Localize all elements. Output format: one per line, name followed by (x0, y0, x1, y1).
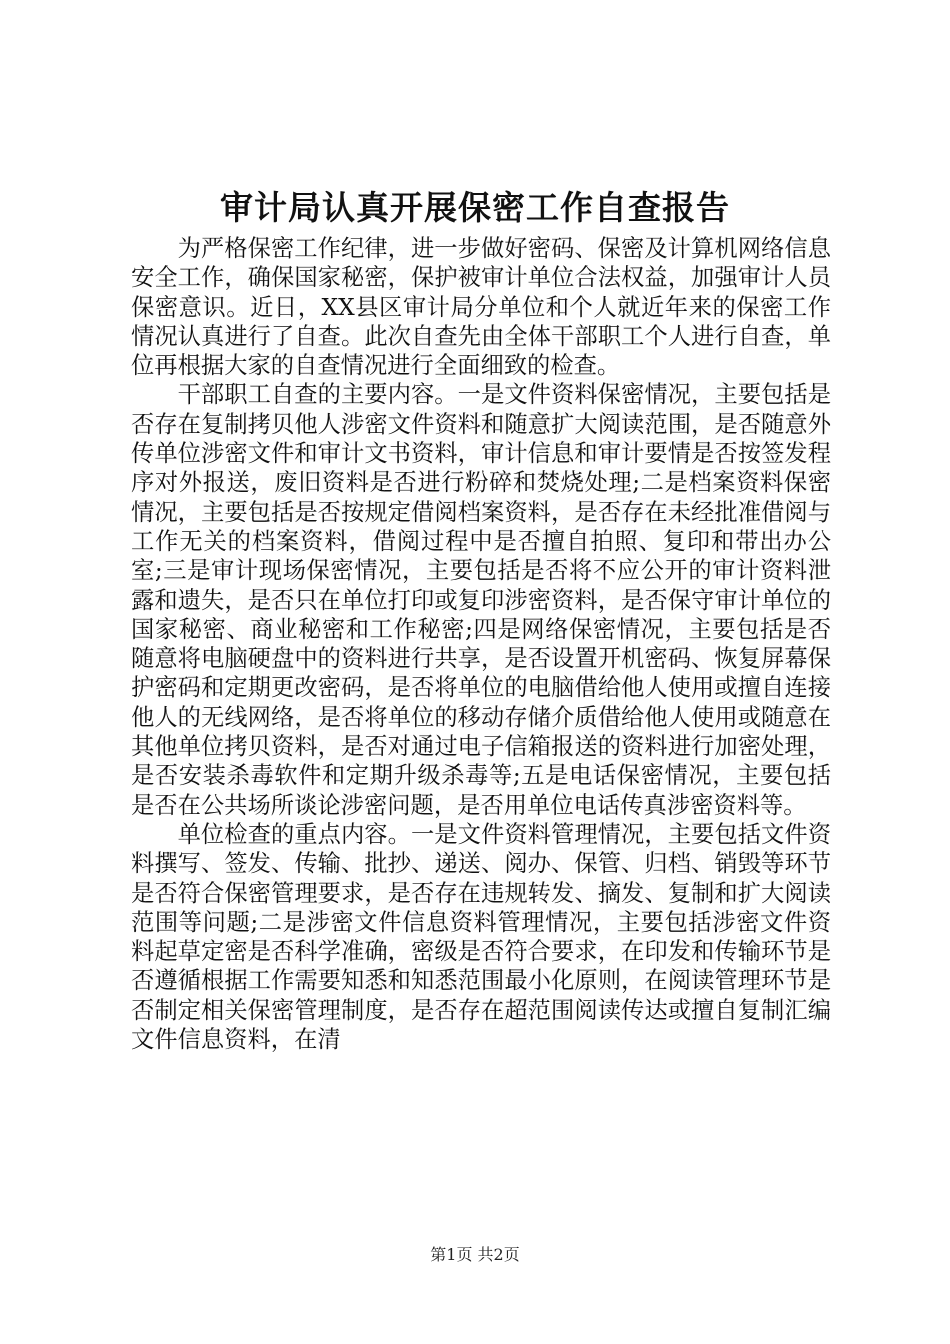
page-footer: 第1页 共2页 (430, 1245, 520, 1264)
paragraph-self-check-content: 干部职工自查的主要内容。一是文件资料保密情况，主要包括是否存在复制拷贝他人涉密文件资料和随意扩大阅读范围，是否随意外传单位涉密文件和审计文书资料，审计信息和审计要情是否按签发程序对外报送，废旧资料是否进行粉碎和焚烧处理;二是档案资料保密情况，主要包括是否按规定借阅档案资料，是否存在未经批准借阅与工作无关的档案资料，借阅过程中是否擅自拍照、复印和带出办公室;三是审计现场保密情况，主要包括是否将不应公开的审计资料泄露和遗失，是否只在单位打印或复印涉密资料，是否保守审计单位的国家秘密、商业秘密和工作秘密;四是网络保密情况，主要包括是否随意将电脑硬盘中的资料进行共享，是否设置开机密码、恢复屏幕保护密码和定期更改密码，是否将单位的电脑借给他人使用或擅自连接他人的无线网络，是否将单位的移动存储介质借给他人使用或随意在其他单位拷贝资料，是否对通过电子信箱报送的资料进行加密处理，是否安装杀毒软件和定期升级杀毒等;五是电话保密情况，主要包括是否在公共场所谈论涉密问题，是否用单位电话传真涉密资料等。 (131, 381, 831, 819)
paragraph-intro: 为严格保密工作纪律，进一步做好密码、保密及计算机网络信息安全工作，确保国家秘密，保护被审计单位合法权益，加强审计人员保密意识。近日，XX县区审计局分单位和个人就近年来的保密工作情况认真进行了自查。此次自查先由全体干部职工个人进行自查，单位再根据大家的自查情况进行全面细致的检查。 (131, 235, 831, 380)
document-title: 审计局认真开展保密工作自查报告 (220, 188, 730, 227)
document-body (131, 234, 831, 1054)
paragraph-unit-inspection: 单位检查的重点内容。一是文件资料管理情况，主要包括文件资料撰写、签发、传输、批抄、递送、阅办、保管、归档、销毁等环节是否符合保密管理要求，是否存在违规转发、摘发、复制和扩大阅读范围等问题;二是涉密文件信息资料管理情况，主要包括涉密文件资料起草定密是否科学准确，密级是否符合要求，在印发和传输环节是否遵循根据工作需要知悉和知悉范围最小化原则，在阅读管理环节是否制定相关保密管理制度，是否存在超范围阅读传达或擅自复制汇编文件信息资料，在清 (131, 820, 831, 1054)
